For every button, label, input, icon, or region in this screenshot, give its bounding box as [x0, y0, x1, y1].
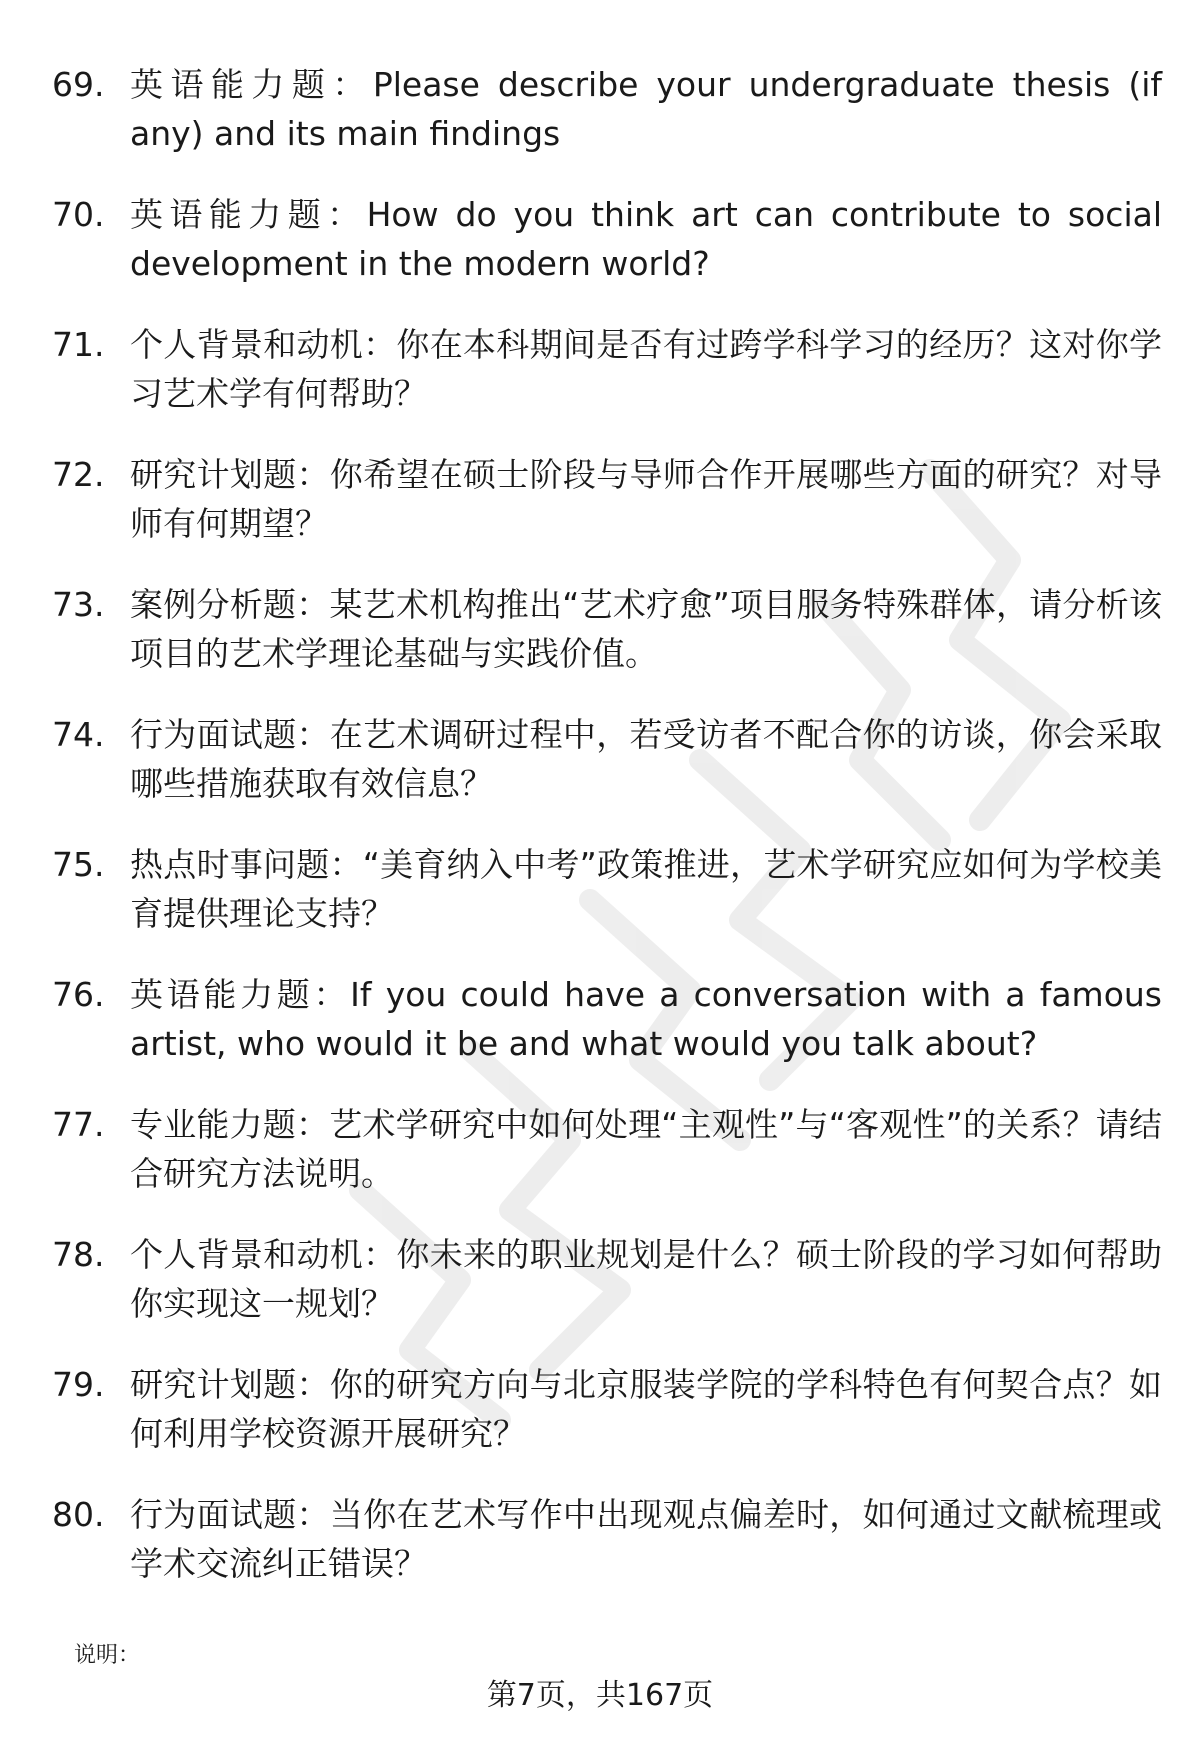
question-text: 个人背景和动机：你在本科期间是否有过跨学科学习的经历？这对你学习艺术学有何帮助？: [130, 325, 1162, 413]
question-item: [52, 1100, 1162, 1198]
question-item: [52, 1490, 1162, 1588]
question-text: 英语能力题：How do you think art can contribute to social development in the modern world?: [130, 195, 1162, 283]
question-item: [52, 970, 1162, 1068]
question-text: 英语能力题：Please describe your undergraduate thesis (if any) and its main findings: [130, 65, 1162, 153]
question-item: [52, 450, 1162, 548]
question-text: 专业能力题：艺术学研究中如何处理“主观性”与“客观性”的关系？请结合研究方法说明。: [130, 1105, 1162, 1193]
question-number: 72.: [52, 455, 105, 494]
question-text: 研究计划题：你的研究方向与北京服装学院的学科特色有何契合点？如何利用学校资源开展研究？: [130, 1365, 1162, 1453]
question-item: [52, 580, 1162, 678]
question-list: [52, 60, 1162, 1620]
question-item: [52, 1360, 1162, 1458]
question-text: 研究计划题：你希望在硕士阶段与导师合作开展哪些方面的研究？对导师有何期望？: [130, 455, 1162, 543]
question-number: 69.: [52, 65, 105, 104]
question-number: 77.: [52, 1105, 105, 1144]
question-item: [52, 1230, 1162, 1328]
note-label: 说明：: [74, 1643, 141, 1668]
question-item: [52, 190, 1162, 288]
question-number: 76.: [52, 975, 105, 1014]
question-number: 70.: [52, 195, 105, 234]
question-number: 75.: [52, 845, 105, 884]
question-text: 热点时事问题：“美育纳入中考”政策推进，艺术学研究应如何为学校美育提供理论支持？: [130, 845, 1162, 933]
question-text: 行为面试题：当你在艺术写作中出现观点偏差时，如何通过文献梳理或学术交流纠正错误？: [130, 1495, 1162, 1583]
question-number: 73.: [52, 585, 105, 624]
question-item: [52, 840, 1162, 938]
question-number: 80.: [52, 1495, 105, 1534]
question-number: 78.: [52, 1235, 105, 1274]
question-item: [52, 60, 1162, 158]
question-text: 案例分析题：某艺术机构推出“艺术疗愈”项目服务特殊群体，请分析该项目的艺术学理论基础与实践价值。: [130, 585, 1162, 673]
question-number: 74.: [52, 715, 105, 754]
question-number: 71.: [52, 325, 105, 364]
question-text: 行为面试题：在艺术调研过程中，若受访者不配合你的访谈，你会采取哪些措施获取有效信息？: [130, 715, 1162, 803]
page-number: 第7页，共167页: [486, 1678, 714, 1713]
question-item: [52, 320, 1162, 418]
question-item: [52, 710, 1162, 808]
question-text: 个人背景和动机：你未来的职业规划是什么？硕士阶段的学习如何帮助你实现这一规划？: [130, 1235, 1162, 1323]
question-number: 79.: [52, 1365, 105, 1404]
question-text: 英语能力题：If you could have a conversation with a famous artist, who would it be and what would you talk about?: [130, 975, 1162, 1063]
